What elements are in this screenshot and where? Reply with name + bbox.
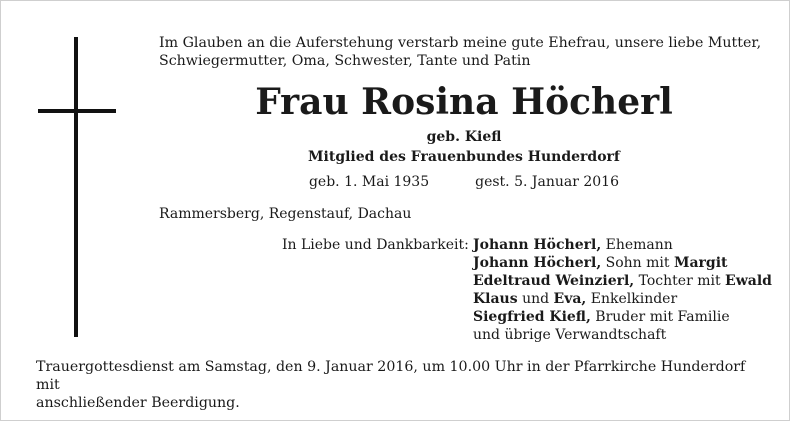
life-dates <box>159 173 769 191</box>
mourner-name: Johann Höcherl, <box>473 237 602 253</box>
mourner-relation: Enkelkinder <box>586 291 678 307</box>
mourner-name: Edeltraud Weinzierl, <box>473 273 635 289</box>
mourner-relation: und übrige Verwandtschaft <box>473 327 667 343</box>
service-line-1: Trauergottesdienst am Samstag, den 9. Januar 2016, um 10.00 Uhr in der Pfarrkirche Hunderdorf mit <box>36 359 746 393</box>
mourner-relation: Ehemann <box>601 237 673 253</box>
mourner-relation: Tochter mit <box>634 273 726 289</box>
mourner-name: Eva, <box>553 291 587 307</box>
deceased-name: Frau Rosina Höcherl <box>255 81 673 123</box>
mourner-name: Klaus <box>473 291 518 307</box>
mourner-name: Siegfried Kiefl, <box>473 309 591 325</box>
mourner-relation: Sohn mit <box>601 255 674 271</box>
mourner-line <box>473 254 773 272</box>
mourners-label: In Liebe und Dankbarkeit: <box>282 237 469 253</box>
membership: Mitglied des Frauenbundes Hunderdorf <box>308 149 620 165</box>
maiden-name: geb. Kiefl <box>426 129 502 145</box>
mourner-line <box>473 308 773 326</box>
death-date: gest. 5. Januar 2016 <box>475 174 620 190</box>
cross-icon-vertical-beam <box>74 37 78 337</box>
places-of-residence: Rammersberg, Regenstauf, Dachau <box>159 206 412 222</box>
mourner-line <box>473 290 773 308</box>
mourner-name: Johann Höcherl, <box>473 255 602 271</box>
intro-line-1: Im Glauben an die Auferstehung verstarb meine gute Ehefrau, unsere liebe Mutter, <box>159 35 762 51</box>
mourner-name: Ewald <box>725 273 772 289</box>
service-line-2: anschließender Beerdigung. <box>36 395 240 411</box>
intro-line-2: Schwiegermutter, Oma, Schwester, Tante und Patin <box>159 53 531 69</box>
mourner-relation: Bruder mit Familie <box>590 309 730 325</box>
birth-date: geb. 1. Mai 1935 <box>308 174 430 190</box>
mourner-line <box>473 326 773 344</box>
mourner-name: Margit <box>673 255 728 271</box>
cross-icon-horizontal-beam <box>38 109 116 113</box>
funeral-service-notice <box>36 358 766 412</box>
mourner-list <box>473 236 773 344</box>
mourner-relation: und <box>517 291 554 307</box>
mourner-line <box>473 272 773 290</box>
mourner-line <box>473 236 773 254</box>
intro-text <box>159 34 769 70</box>
